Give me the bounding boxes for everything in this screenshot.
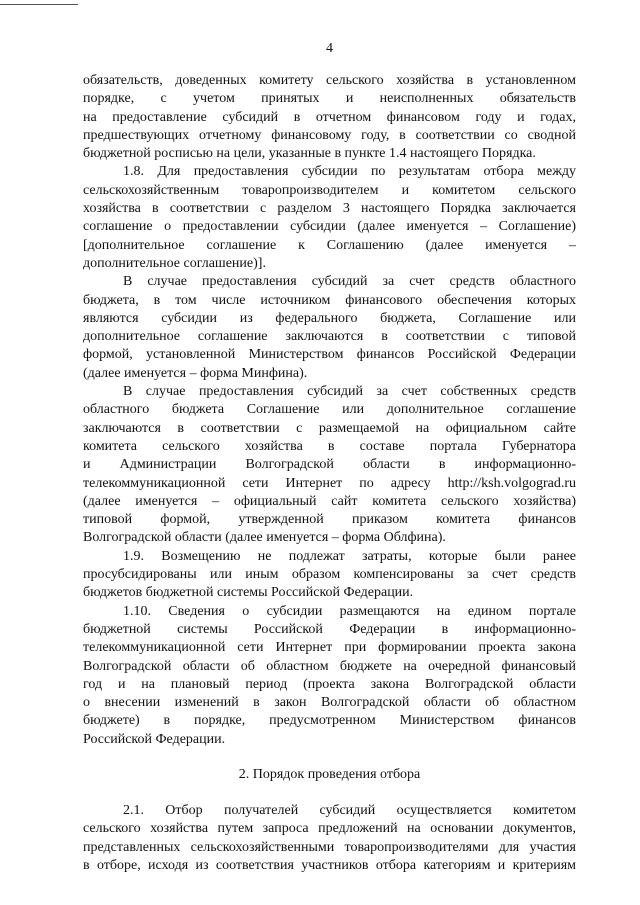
text-line: бюджета, в том числе источником финансового обеспечения которых [83,292,576,308]
text-line: (далее именуется – форма Минфина). [83,365,308,381]
header-rule [0,4,78,5]
paragraphs-block-2 [83,802,576,875]
text-line: В случае предоставления субсидий за счет собственных средств [123,384,576,400]
section-heading: 2. Порядок проведения отбора [238,766,421,782]
text-line: дополнительное соглашение)]. [83,255,266,271]
text-line: 2.1. Отбор получателей субсидий осуществляется комитетом [123,802,576,818]
text-line: хозяйства в соответствии с разделом 3 настоящего Порядка заключается [83,201,576,217]
text-line: Волгоградской области об областном бюджете на очередной финансовый [83,658,576,674]
text-line: бюджетной системы Российской Федерации в информационно- [83,621,576,637]
text-line: заключаются в соответствии с размещаемой на официальном сайте [83,420,576,436]
text-line: Волгоградской области (далее именуется – форма Облфина). [83,530,446,546]
text-line: формой, установленной Министерством финансов Российской Федерации [83,347,576,363]
text-line: областного бюджета Соглашение или дополнительное соглашение [83,402,576,418]
text-line: комитета сельского хозяйства в составе портала Губернатора [83,438,576,454]
text-line: В случае предоставления субсидий за счет средств областного [123,274,576,290]
text-line: 1.9. Возмещению не подлежат затраты, которые были ранее [123,548,576,564]
text-line: сельскохозяйственным товаропроизводителем и комитетом сельского [83,182,576,198]
text-line: дополнительное соглашение заключаются в соответствии с типовой [83,329,576,345]
text-line: (далее именуется – официальный сайт комитета сельского хозяйства) [83,493,576,509]
text-line: год и на плановый период (проекта закона Волгоградской области [83,676,576,692]
text-line: на предоставление субсидий в отчетном финансовом году и годах, [83,109,576,125]
document-page [83,40,576,875]
text-line: сельского хозяйства путем запроса предложений на основании документов, [83,821,576,837]
text-line: порядке, с учетом принятых и неисполненных обязательств [83,91,576,107]
text-line: бюджете) в порядке, предусмотренном Министерством финансов [83,713,576,729]
text-line: предшествующих отчетному финансовому году, в соответствии со сводной [83,127,576,143]
text-line: обязательств, доведенных комитету сельского хозяйства в установленном [83,73,576,88]
text-line: являются субсидии из федерального бюджета, Соглашение или [83,310,576,326]
text-line: типовой формой, утвержденной приказом комитета финансов [83,512,576,528]
page-number: 4 [326,41,333,56]
text-line: Российской Федерации. [83,731,226,747]
text-line: и Администрации Волгоградской области в информационно- [83,457,576,473]
text-line: представленных сельскохозяйственными товаропроизводителями для участия [83,839,576,855]
paragraphs-block-1 [83,72,576,749]
text-line: соглашение о предоставлении субсидии (далее именуется – Соглашение) [83,219,576,235]
text-line: 1.10. Сведения о субсидии размещаются на едином портале [123,603,576,619]
text-line: 1.8. Для предоставления субсидии по результатам отбора между [123,164,576,180]
text-line: бюджетной росписью на цели, указанные в пункте 1.4 настоящего Порядка. [83,146,536,162]
text-line: в отборе, исходя из соответствия участников отбора категориям и критериям [83,857,576,873]
text-line: [дополнительное соглашение к Соглашению (далее именуется – [83,237,576,253]
text-line: о внесении изменений в закон Волгоградской области об областном [83,695,576,711]
text-line: просубсидированы или иным образом компенсированы за счет средств [83,567,576,583]
text-line: телекоммуникационной сети Интернет по адресу http://ksh.volgograd.ru [83,475,576,491]
text-line: телекоммуникационной сети Интернет при формировании проекта закона [83,640,576,656]
text-line: бюджетов бюджетной системы Российской Федерации. [83,585,414,601]
